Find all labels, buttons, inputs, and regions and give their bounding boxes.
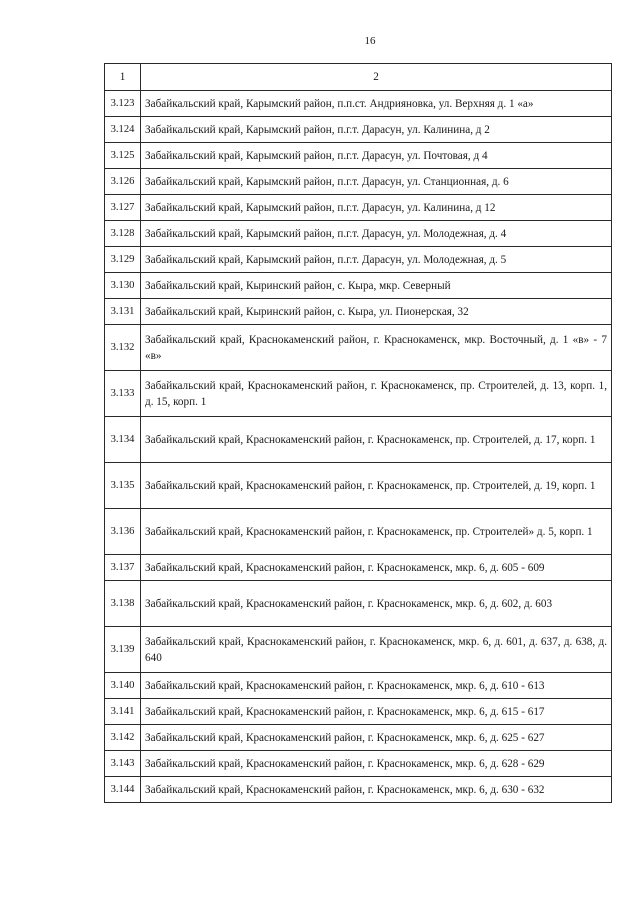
row-number: 3.132 — [105, 325, 141, 371]
row-address: Забайкальский край, Кыринский район, с. Кыра, ул. Пионерская, 32 — [141, 299, 612, 325]
table-row — [105, 371, 612, 417]
table-row — [105, 169, 612, 195]
row-number: 3.129 — [105, 247, 141, 273]
row-address: Забайкальский край, Краснокаменский район, г. Краснокаменск, мкр. 6, д. 628 - 629 — [141, 751, 612, 777]
row-address: Забайкальский край, Карымский район, п.г.т. Дарасун, ул. Молодежная, д. 5 — [141, 247, 612, 273]
table-row — [105, 91, 612, 117]
row-number: 3.137 — [105, 555, 141, 581]
table-row — [105, 117, 612, 143]
table-body — [105, 91, 612, 803]
row-address: Забайкальский край, Краснокаменский район, г. Краснокаменск, мкр. 6, д. 605 - 609 — [141, 555, 612, 581]
table-row — [105, 463, 612, 509]
table-row — [105, 699, 612, 725]
table-row — [105, 195, 612, 221]
table-row — [105, 417, 612, 463]
table-row — [105, 299, 612, 325]
row-address: Забайкальский край, Карымский район, п.г.т. Дарасун, ул. Калинина, д 2 — [141, 117, 612, 143]
row-address: Забайкальский край, Краснокаменский район, г. Краснокаменск, мкр. 6, д. 601, д. 637, д. 638, д. 640 — [141, 627, 612, 673]
row-address: Забайкальский край, Карымский район, п.г.т. Дарасун, ул. Молодежная, д. 4 — [141, 221, 612, 247]
table-row — [105, 247, 612, 273]
table-row — [105, 555, 612, 581]
row-number: 3.125 — [105, 143, 141, 169]
row-address: Забайкальский край, Краснокаменский район, г. Краснокаменск, мкр. 6, д. 625 - 627 — [141, 725, 612, 751]
row-number: 3.140 — [105, 673, 141, 699]
row-number: 3.143 — [105, 751, 141, 777]
row-address: Забайкальский край, Краснокаменский район, г. Краснокаменск, пр. Строителей, д. 13, корп. 1, д. 15, корп. 1 — [141, 371, 612, 417]
table-row — [105, 221, 612, 247]
row-number: 3.130 — [105, 273, 141, 299]
table-header-row — [105, 64, 612, 91]
row-number: 3.124 — [105, 117, 141, 143]
row-address: Забайкальский край, Карымский район, п.г.т. Дарасун, ул. Калинина, д 12 — [141, 195, 612, 221]
column-header-number: 1 — [105, 64, 141, 91]
row-number: 3.136 — [105, 509, 141, 555]
table-row — [105, 627, 612, 673]
row-number: 3.126 — [105, 169, 141, 195]
row-number: 3.139 — [105, 627, 141, 673]
row-address: Забайкальский край, Карымский район, п.г.т. Дарасун, ул. Станционная, д. 6 — [141, 169, 612, 195]
row-address: Забайкальский край, Краснокаменский район, г. Краснокаменск, пр. Строителей, д. 19, корп. 1 — [141, 463, 612, 509]
row-number: 3.144 — [105, 777, 141, 803]
row-number: 3.128 — [105, 221, 141, 247]
table-row — [105, 673, 612, 699]
row-address: Забайкальский край, Кыринский район, с. Кыра, мкр. Северный — [141, 273, 612, 299]
page-number: 16 — [364, 35, 376, 47]
table-row — [105, 509, 612, 555]
address-table — [104, 63, 612, 803]
row-address: Забайкальский край, Краснокаменский район, г. Краснокаменск, мкр. 6, д. 615 - 617 — [141, 699, 612, 725]
table-row — [105, 325, 612, 371]
row-address: Забайкальский край, Карымский район, п.г.т. Дарасун, ул. Почтовая, д 4 — [141, 143, 612, 169]
row-number: 3.138 — [105, 581, 141, 627]
row-address: Забайкальский край, Карымский район, п.п.ст. Андрияновка, ул. Верхняя д. 1 «а» — [141, 91, 612, 117]
table-row — [105, 751, 612, 777]
row-address: Забайкальский край, Краснокаменский район, г. Краснокаменск, пр. Строителей» д. 5, корп. 1 — [141, 509, 612, 555]
table-row — [105, 725, 612, 751]
row-number: 3.134 — [105, 417, 141, 463]
table-row — [105, 143, 612, 169]
row-number: 3.131 — [105, 299, 141, 325]
row-number: 3.141 — [105, 699, 141, 725]
row-address: Забайкальский край, Краснокаменский район, г. Краснокаменск, мкр. Восточный, д. 1 «в» - 7 «в» — [141, 325, 612, 371]
row-number: 3.142 — [105, 725, 141, 751]
row-address: Забайкальский край, Краснокаменский район, г. Краснокаменск, мкр. 6, д. 610 - 613 — [141, 673, 612, 699]
row-address: Забайкальский край, Краснокаменский район, г. Краснокаменск, мкр. 6, д. 630 - 632 — [141, 777, 612, 803]
row-number: 3.133 — [105, 371, 141, 417]
row-number: 3.135 — [105, 463, 141, 509]
row-number: 3.127 — [105, 195, 141, 221]
row-address: Забайкальский край, Краснокаменский район, г. Краснокаменск, пр. Строителей, д. 17, корп. 1 — [141, 417, 612, 463]
row-address: Забайкальский край, Краснокаменский район, г. Краснокаменск, мкр. 6, д. 602, д. 603 — [141, 581, 612, 627]
column-header-address: 2 — [141, 64, 612, 91]
table-row — [105, 273, 612, 299]
table-row — [105, 581, 612, 627]
table-row — [105, 777, 612, 803]
row-number: 3.123 — [105, 91, 141, 117]
